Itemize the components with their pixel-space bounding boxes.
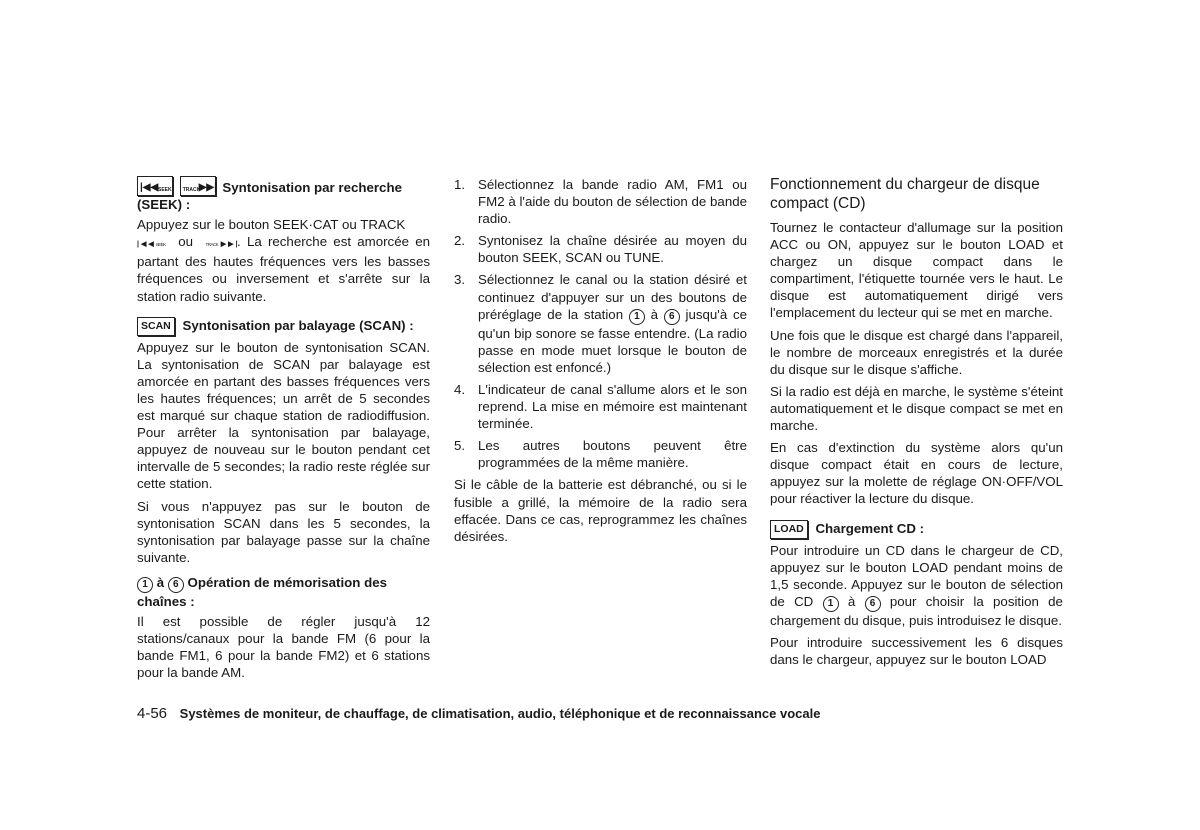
- page-footer: [137, 705, 820, 722]
- track-inline-icon: TRACK▶▶|: [205, 241, 238, 249]
- load-heading-block: [770, 520, 1063, 539]
- page-number: 4-56: [137, 705, 168, 722]
- scan-heading: Syntonisation par balayage (SCAN) :: [182, 317, 414, 333]
- column-right: [770, 176, 1063, 673]
- battery-paragraph: Si le câble de la batterie est débranché, ou si le fusible a grillé, la mémoire de la radio sera effacée. Dans ce cas, reprogrammez les chaînes désirées.: [454, 477, 747, 544]
- column-left: [137, 176, 430, 686]
- load-key-icon: LOAD: [770, 520, 808, 539]
- footer-title: Systèmes de moniteur, de chauffage, de climatisation, audio, téléphonique et de reconnaissance vocale: [179, 706, 821, 721]
- list-item: 4. L'indicateur de canal s'allume alors et le son reprend. La mise en mémoire est maintenant terminée.: [454, 381, 747, 432]
- memory-paragraph: Il est possible de régler jusqu'à 12 stations/canaux pour la bande FM (6 pour la bande FM1, 6 pour la bande FM2) et 6 stations pour la bande AM.: [137, 613, 430, 681]
- cd-heading: Fonctionnement du chargeur de disque compact (CD): [770, 176, 1040, 212]
- scan-paragraph-2: Si vous n'appuyez pas sur le bouton de syntonisation SCAN dans les 5 secondes, la syntonisation par balayage passe sur la chaîne suivante.: [137, 498, 430, 565]
- seek-inline-icon: |◀◀SEEK: [137, 241, 166, 249]
- steps-list: [454, 176, 747, 471]
- list-item: 3. Sélectionnez le canal ou la station désiré et continuez d'appuyer sur un des boutons de préréglage de la station 1 à 6 jusqu'à ce qu'un bip sonore se fasse entendre. (La radio passe en mode muet lorsque le bouton de sélection est enfoncé.): [454, 272, 748, 375]
- memory-heading-block: 1 à 6 Opération de mémorisation des chaînes :: [137, 574, 388, 609]
- seek-heading-block: [137, 176, 430, 213]
- load-paragraph-2: Pour introduire successivement les 6 disques dans le chargeur, appuyez sur le bouton LOAD: [770, 634, 1063, 667]
- cd-paragraph-3: Si la radio est déjà en marche, le système s'éteint automatiquement et le disque compact se met en marche.: [770, 383, 1063, 434]
- cd-paragraph-1: Tournez le contacteur d'allumage sur la position ACC ou ON, appuyez sur le bouton LOAD et chargez un disque compact dans le compartiment, l'étiquette tournée vers le haut. Le disque est automatiquement dirigé vers l'emplacement du lecteur qui se met en marche.: [770, 220, 1063, 321]
- scan-heading-block: [137, 317, 430, 336]
- seek-heading: Syntonisation par recherche (SEEK) :: [137, 180, 402, 213]
- list-item: 1. Sélectionnez la bande radio AM, FM1 ou FM2 à l'aide du bouton de sélection de bande radio.: [454, 177, 747, 227]
- track-key-icon: TRACK ▶▶|: [180, 176, 216, 196]
- seek-key-icon: |◀◀ SEEK: [137, 176, 173, 196]
- cd-paragraph-4: En cas d'extinction du système alors qu'un disque compact était en cours de lecture, appuyez sur la molette de réglage ON·OFF/VOL pour réactiver la lecture du disque.: [770, 440, 1063, 507]
- cd-paragraph-2: Une fois que le disque est chargé dans l'appareil, le nombre de morceaux enregistrés et la durée du disque sur le disque s'affiche.: [770, 327, 1063, 377]
- list-item: 5. Les autres boutons peuvent être programmées de la même manière.: [454, 438, 747, 471]
- preset-6-icon: 6: [865, 596, 881, 612]
- seek-paragraph: Appuyez sur le bouton SEEK·CAT ou TRACK |◀◀SEEK ou TRACK▶▶|. La recherche est amorcée en partant des hautes fréquences vers les basses fréquences ou inversement et s'arrête sur la station radio suivante.: [137, 217, 430, 304]
- preset-6-icon: 6: [664, 309, 680, 325]
- memory-heading: Opération de mémorisation des chaînes :: [137, 574, 388, 609]
- preset-6-icon: 6: [168, 577, 184, 593]
- load-paragraph-1: Pour introduire un CD dans le chargeur de CD, appuyez sur le bouton LOAD pendant moins de 1,5 seconde. Appuyez sur le bouton de sélection de CD 1 à 6 pour choisir la position de chargement du disque, puis introduisez le disque.: [770, 542, 1063, 628]
- preset-1-icon: 1: [137, 577, 153, 593]
- preset-1-icon: 1: [629, 309, 645, 325]
- list-item: 2. Syntonisez la chaîne désirée au moyen du bouton SEEK, SCAN ou TUNE.: [454, 233, 747, 266]
- scan-key-icon: SCAN: [137, 317, 175, 336]
- load-heading: Chargement CD :: [815, 520, 925, 536]
- column-middle: [454, 176, 747, 550]
- preset-1-icon: 1: [823, 596, 839, 612]
- scan-paragraph-1: Appuyez sur le bouton de syntonisation SCAN. La syntonisation de SCAN par balayage est amorcée en partant des basses fréquences vers les hautes fréquences; un arrêt de 5 secondes est marqué sur chaque station de radiodiffusion. Pour arrêter la syntonisation par balayage, appuyez de nouveau sur le bouton pendant cet intervalle de 5 secondes; la radio reste réglée sur cette station.: [137, 339, 430, 492]
